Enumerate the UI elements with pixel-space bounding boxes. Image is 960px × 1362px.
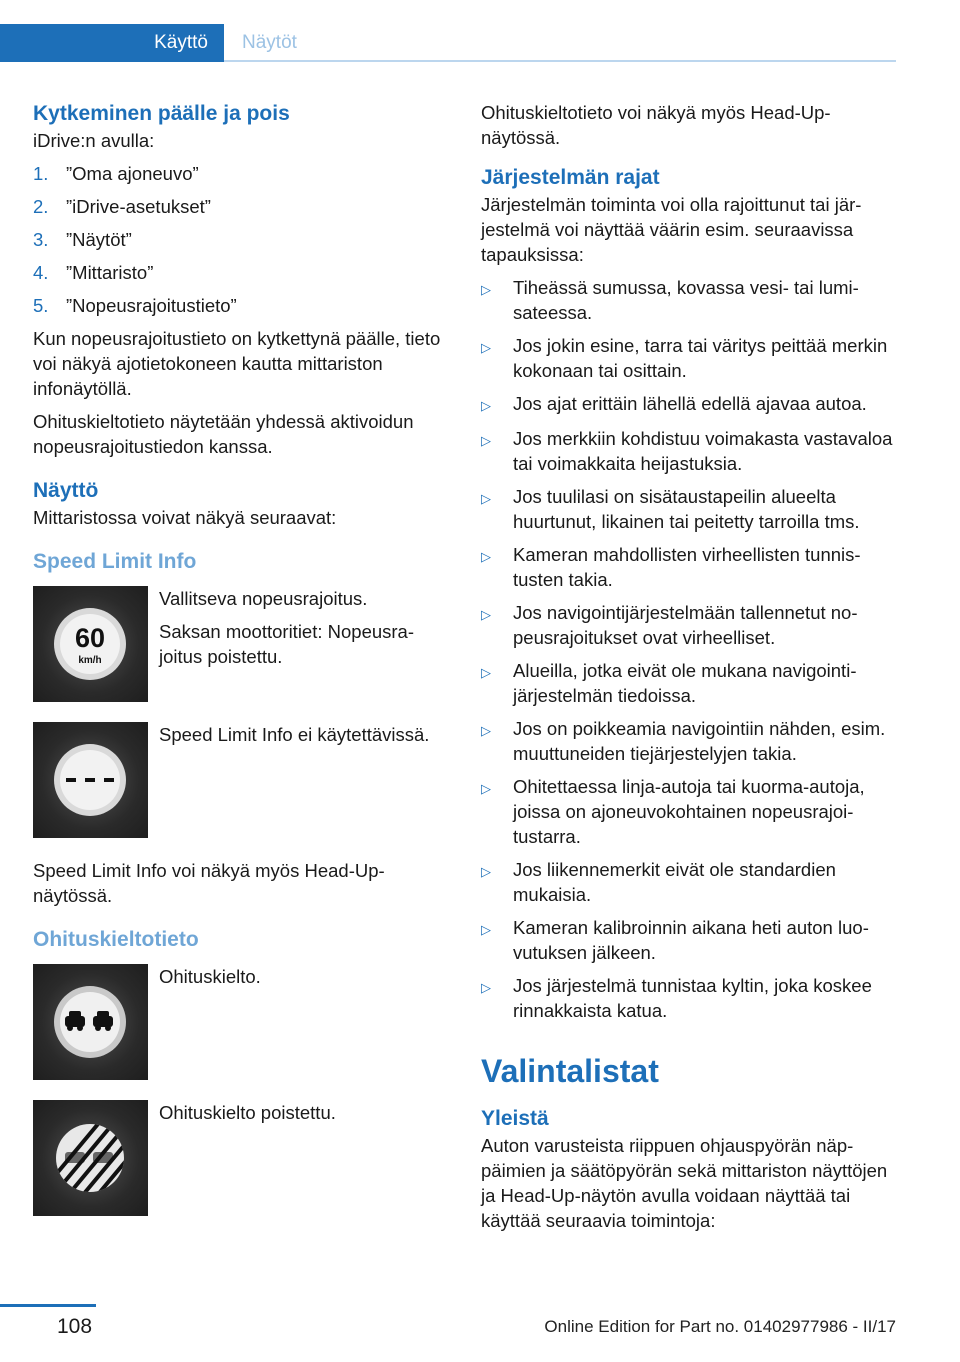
step-item [33,161,451,186]
no-overtaking-sign-image [33,964,148,1080]
paragraph-overtake-info: Ohituskieltotieto näytetään yhdessä aktivoidun nopeusrajoitustiedon kanssa. [33,411,414,457]
list-item-text: Jos tuulilasi on sisätaustapeilin alueelta huurtunut, likainen tai peitetty tarroilla tms. [513,486,860,532]
list-item [481,973,897,1023]
step-text: ”Mittaristo” [66,262,154,283]
list-item [481,600,897,650]
paragraph-general: Auton varusteista riippuen ohjauspyörän näppäimien ja säätöpyörän sekä mittariston näyttöjen ja Head-Up-näytön avulla voidaan näyttää tai käyttää seuraavia toimintoja: [481,1135,888,1231]
sign1-text-a: Vallitseva nopeusrajoitus. [159,588,368,609]
heading-speed-limit-info: Speed Limit Info [33,550,197,573]
sign-row-end-no-overtaking [33,1100,451,1220]
sign1-description [159,586,451,716]
step-text: ”iDrive-asetukset” [66,196,211,217]
list-item-text: Jos ajat erittäin lähellä edellä ajavaa autoa. [513,393,867,414]
list-item [481,774,897,849]
sign3-text: Ohituskielto. [159,966,261,987]
list-item [481,484,897,534]
list-item [481,857,897,907]
speed-limit-60-sign-image [33,586,148,702]
right-column [481,100,897,1241]
header-tab-active: Käyttö [0,24,224,62]
sign2-description [159,722,451,852]
step-number: 1. [33,163,49,184]
triangle-bullet-icon: ▷ [481,340,491,355]
triangle-bullet-icon: ▷ [481,549,491,564]
list-item [481,658,897,708]
list-item-text: Jos on poikkeamia navigointiin nähden, esim. muuttuneiden tiejärjestelyjen takia. [513,718,886,764]
heading-overtaking: Ohituskieltotieto [33,928,199,951]
list-item-text: Jos liikennemerkit eivät ole standardien mukaisia. [513,859,836,905]
sign4-text: Ohituskielto poistettu. [159,1102,336,1123]
heading-general: Yleistä [481,1107,549,1130]
paragraph-activation: Kun nopeusrajoitustieto on kytkettynä päälle, tieto voi näkyä ajotietokoneen kautta mittariston infonäytöllä. [33,328,441,399]
page-header [0,0,960,62]
triangle-bullet-icon: ▷ [481,864,491,879]
step-number: 5. [33,295,49,316]
step-text: ”Nopeusrajoitustieto” [66,295,237,316]
list-item [481,333,897,383]
step-text: ”Näytöt” [66,229,132,250]
triangle-bullet-icon: ▷ [481,398,491,413]
list-item-text: Kameran mahdollisten virheellisten tunnistusten takia. [513,544,861,590]
footer-edition: Online Edition for Part no. 01402977986 - II/17 [544,1317,896,1336]
sign2-text: Speed Limit Info ei käytettävissä. [159,724,430,745]
page-number: 108 [57,1315,93,1338]
step-number: 2. [33,196,49,217]
list-item [481,391,897,418]
list-item [481,716,897,766]
paragraph-head-up-overtake: Ohituskieltotieto voi näkyä myös Head-Up-näytössä. [481,102,831,148]
list-item [481,542,897,592]
list-item-text: Tiheässä sumussa, kovassa vesi- tai lumisateessa. [513,277,859,323]
triangle-bullet-icon: ▷ [481,980,491,995]
header-rule [224,60,896,62]
sign-row-speed-limit [33,586,451,716]
header-tab-inactive: Näytöt [242,32,297,53]
triangle-bullet-icon: ▷ [481,781,491,796]
list-item-text: Jos merkkiin kohdistuu voimakasta vastavaloa tai voimakkaita heijastuksia. [513,428,893,474]
paragraph-display: Mittaristossa voivat näkyä seuraavat: [33,507,337,528]
footer-rule [0,1304,96,1307]
triangle-bullet-icon: ▷ [481,723,491,738]
list-item [481,426,897,476]
paragraph-head-up: Speed Limit Info voi näkyä myös Head-Up-näytössä. [33,860,385,906]
end-no-overtaking-sign-image [33,1100,148,1216]
heading-system-limits: Järjestelmän rajat [481,166,660,189]
speed-limit-unavailable-sign-image [33,722,148,838]
step-item [33,194,451,219]
paragraph-system-limits: Järjestelmän toiminta voi olla rajoittunut tai järjestelmä voi näyttää väärin esim. seuraavissa tapauksissa: [481,194,862,265]
triangle-bullet-icon: ▷ [481,607,491,622]
heading-switch: Kytkeminen päälle ja pois [33,102,290,125]
triangle-bullet-icon: ▷ [481,282,491,297]
list-item-text: Kameran kalibroinnin aikana heti auton luovutuksen jälkeen. [513,917,869,963]
via-idrive-text: iDrive:n avulla: [33,130,155,151]
sign3-description [159,964,451,1094]
triangle-bullet-icon: ▷ [481,665,491,680]
list-item-text: Jos jokin esine, tarra tai väritys peittää merkin kokonaan tai osittain. [513,335,888,381]
left-column [33,100,451,1226]
sign-speed-unit: km/h [78,655,102,666]
list-item-text: Jos järjestelmä tunnistaa kyltin, joka koskee rinnakkaista katua. [513,975,872,1021]
list-item-text: Alueilla, jotka eivät ole mukana navigointijärjestelmän tiedoissa. [513,660,857,706]
heading-display: Näyttö [33,479,99,502]
heading-selection-lists: Valintalistat [481,1053,659,1089]
sign-row-unavailable [33,722,451,852]
step-number: 3. [33,229,49,250]
step-item [33,260,451,285]
list-item [481,915,897,965]
sign-row-no-overtaking [33,964,451,1094]
step-item [33,293,451,318]
limits-list [481,275,897,1023]
sign4-description [159,1100,451,1220]
step-number: 4. [33,262,49,283]
triangle-bullet-icon: ▷ [481,491,491,506]
sign-speed-value: 60 [74,623,106,653]
list-item-text: Jos navigointijärjestelmään tallennetut nopeusrajoitukset ovat virheelliset. [513,602,858,648]
triangle-bullet-icon: ▷ [481,922,491,937]
step-item [33,227,451,252]
step-text: ”Oma ajoneuvo” [66,163,199,184]
triangle-bullet-icon: ▷ [481,433,491,448]
sign1-text-b: Saksan moottoritiet: Nopeusrajoitus poistettu. [159,621,415,667]
list-item [481,275,897,325]
steps-list [33,161,451,318]
list-item-text: Ohitettaessa linja-autoja tai kuorma-autoja, joissa on ajoneuvokohtainen nopeusrajoitustarra. [513,776,865,847]
